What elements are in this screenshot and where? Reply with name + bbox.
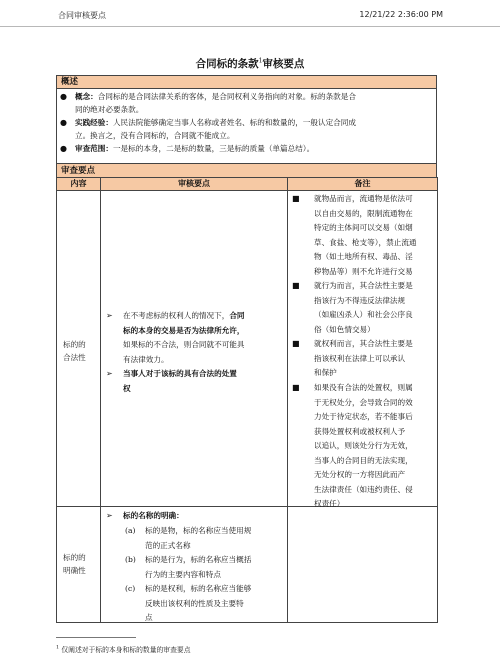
column-header-points: 审核要点 [101, 178, 288, 191]
overview-item-line: 人民法院能够确定当事人名称或者姓名、标的和数量的，一般认定合同成 [112, 118, 356, 127]
square-bullet-icon: ■ [292, 194, 300, 203]
header-datetime: 12/21/22 2:36:00 PM [359, 10, 443, 19]
footnote-text: 仅阐述对于标的本身和标的数量的审查要点 [61, 646, 191, 654]
overview-item-line: 同的绝对必要条款。 [75, 105, 144, 114]
row-label-cell [57, 507, 101, 623]
points-cell [101, 507, 288, 623]
page-title [0, 56, 500, 71]
square-bullet-icon: ■ [292, 281, 300, 290]
title-text: 合同标的条款 [195, 58, 259, 70]
row-label: 标的的 合法性 [63, 340, 86, 362]
column-header-content: 内容 [57, 178, 101, 191]
table-row [57, 191, 438, 507]
point-text: 在不考虑标的权利人的情况下，合同 标的本身的交易是否为法律所允许， 如果标的不合法，则合同就不可能具 有法律效力。 [123, 311, 245, 364]
page-header [0, 0, 500, 27]
overview-item-line: 合同标的是合同法律关系的客体，是合同权利义务指向的对象。标的条款是合 [97, 92, 356, 101]
notes-cell [288, 191, 438, 507]
overview-body [56, 88, 437, 164]
overview-section-label: 概述 [61, 77, 79, 87]
footnote-divider [56, 637, 136, 638]
point-heading: 标的名称的明确： [123, 511, 184, 520]
bullet-icon: ● [60, 118, 67, 127]
column-header-notes: 备注 [288, 178, 438, 191]
notes-cell [288, 507, 438, 623]
note-text: 如果没有合法的处置权，则属 于无权处分，会导致合同的效 力处于待定状态，若不能事后 获得处置权利或被权利人予 以追认，则该处分行为无效， 当事人的合同目的无法实现， 无处分权的一方将因此而产 生法律责任（如违约责任、侵 权责任） [314, 383, 413, 508]
point-text: 当事人对于该标的具有合法的处置 权 [123, 369, 237, 393]
sub-mark: (b) [125, 555, 136, 564]
overview-item-label: 实践经验： [75, 118, 113, 127]
note-text: 就行为而言，其合法性主要是 指该行为不得违反法律法规 （如雇凶杀人）和社会公序良 俗（如色情交易） [314, 281, 413, 334]
overview-section-header [56, 75, 437, 89]
sub-text: 标的是物，标的名称应当使用规 范的正式名称 [145, 526, 252, 550]
title-text-after: 审核要点 [262, 58, 305, 70]
overview-item-line: 立。换言之，没有合同标的，合同就不能成立。 [75, 131, 235, 140]
arrow-bullet-icon: ➢ [106, 511, 113, 520]
points-cell [101, 191, 288, 507]
row-label-cell [57, 191, 101, 507]
sub-mark: (c) [125, 584, 136, 593]
overview-item-label: 概念： [75, 92, 98, 101]
footnote-mark: 1 [56, 644, 60, 651]
review-table-header-row [57, 178, 438, 191]
footnote [56, 644, 191, 654]
table-row [57, 507, 438, 623]
bullet-icon: ● [60, 144, 67, 153]
square-bullet-icon: ■ [292, 339, 300, 348]
header-doc-name: 合同审核要点 [58, 11, 106, 20]
overview-item-line: 一是标的本身，二是标的数量，三是标的质量（单篇总结）。 [112, 144, 315, 153]
overview-item-label: 审查范围： [75, 144, 113, 153]
square-bullet-icon: ■ [292, 383, 300, 392]
title-footnote-mark: 1 [258, 57, 263, 65]
row-label: 标的的 明确性 [63, 553, 86, 575]
review-section-label: 审查要点 [61, 166, 96, 176]
sub-mark: (a) [125, 526, 136, 535]
note-text: 就权利而言，其合法性主要是 指该权利在法律上可以承认 和保护 [314, 339, 413, 377]
sub-text: 标的是权利，标的名称应当能够 反映出该权利的性质及主要特 点 [145, 584, 252, 622]
review-table [56, 177, 438, 623]
arrow-bullet-icon: ➢ [106, 311, 113, 320]
note-text: 就物品而言，流通物是依法可 以自由交易的，限制流通物在 特定的主体间可以交易（如烟 草、食盐、枪支等），禁止流通 物（如土地所有权、毒品、淫 秽物品等）则不允许进行交易 [314, 194, 417, 276]
bullet-icon: ● [60, 92, 67, 101]
arrow-bullet-icon: ➢ [106, 369, 113, 378]
sub-text: 标的是行为，标的名称应当概括 行为的主要内容和特点 [145, 555, 252, 579]
review-section-header [56, 163, 437, 178]
